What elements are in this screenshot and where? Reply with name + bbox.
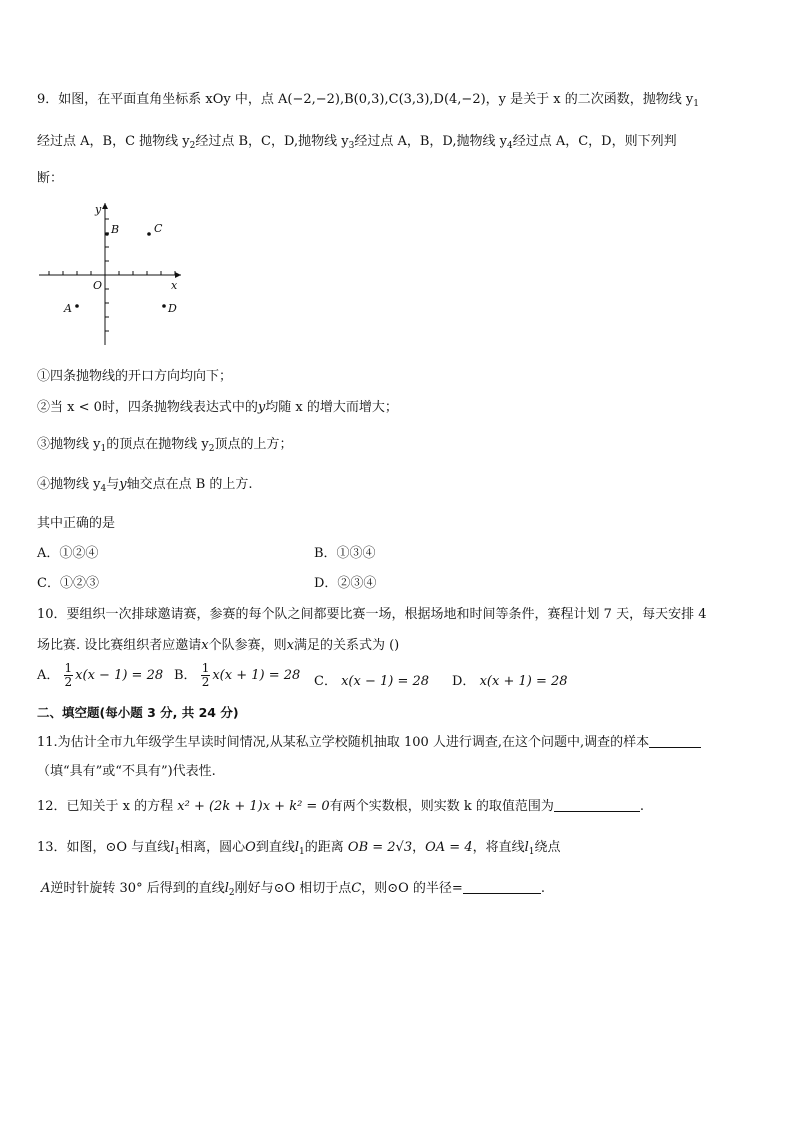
q13-text-part: 逆时针旋转 30° 后得到的直线 [50,881,225,896]
q9-statement-4-sub: 4 [100,484,107,494]
q11-answer-blank[interactable] [649,735,701,748]
q9-line2-sub: 2 [189,141,196,151]
x-axis-arrow [175,272,181,278]
q10-option-c-label: C． [314,674,337,689]
q9-statement-3-sub: 2 [208,444,215,454]
q9-line1-sub: 1 [693,99,699,109]
q9-question [37,512,115,531]
q10-line2-part: 满足的关系式为 () [293,638,400,653]
point-a-label: A [64,302,72,315]
q9-question-text: 其中正确的是 [37,516,116,531]
q9-line2-part: 经过点 A，B，C 抛物线 y [37,134,190,149]
q11-line1 [37,731,701,750]
q9-statement-2-part: 均随 x 的增大而增大； [265,400,398,415]
q10-option-a-expr: x(x − 1) = 28 [75,668,164,683]
point-c [147,232,151,236]
y-axis-label: y [95,203,102,216]
q10-option-c-expr: x(x − 1) = 28 [341,674,430,689]
origin-label: O [93,279,103,292]
denominator: 2 [64,675,73,689]
fraction-one-half [64,662,74,689]
q10-option-b-expr: x(x + 1) = 28 [212,668,301,683]
q9-line2-sub: 4 [506,141,513,151]
q13-line-l1-sub: 1 [174,847,181,857]
q9-line1-text: 9．如图，在平面直角坐标系 xOy 中，点 A(−2,−2),B(0,3),C(3,3),D(4,−2)，y 是关于 x 的二次函数，抛物线 y [37,92,694,107]
q13-line-l1: l [170,840,175,855]
q13-line-l1-sub: 1 [528,847,535,857]
fraction-one-half [201,662,211,689]
q9-line1 [37,88,699,109]
q9-statement-1-text: ①四条抛物线的开口方向均向下； [37,369,233,384]
q9-option-b[interactable]: B．①③④ [314,546,376,561]
q10-option-a[interactable] [37,662,163,689]
q13-point-c: C [351,881,362,896]
q12-text-part: 12．已知关于 x 的方程 [37,799,174,814]
q11-line1-text: 11.为估计全市九年级学生早读时间情况,从某私立学校随机抽取 100 人进行调查,在这个问题中,调查的样本 [37,735,650,750]
q9-statement-4-part: ④抛物线 y [37,477,101,492]
point-a [75,304,79,308]
q13-text-part: 相离，圆心 [180,840,246,855]
q12-line [37,795,644,814]
q13-line-l1-sub: 1 [299,847,305,857]
q9-option-d[interactable]: D．②③④ [314,576,377,591]
q13-text-part: 13．如图，⊙O 与直线 [37,840,171,855]
q10-variable-x: x [286,638,294,653]
q9-statement-2-y: y [257,400,266,415]
q10-line2-part: 场比赛. 设比赛组织者应邀请 [37,638,202,653]
denominator: 2 [201,675,210,689]
q10-option-d-expr: x(x + 1) = 28 [479,674,568,689]
q13-line-l1: l [294,840,300,855]
q9-statement-3-sub: 1 [100,444,107,454]
q12-equation: x² + (2k + 1)x + k² = 0 [177,799,330,814]
q13-text-part: 刚好与⊙O 相切于点 [234,881,352,896]
q10-line2-part: 个队参赛，则 [208,638,287,653]
q10-line1 [37,603,706,622]
q13-text-part: ， [412,840,426,855]
q10-variable-x: x [201,638,209,653]
q10-option-d[interactable] [452,670,568,689]
q9-line2-part: 经过点 A，B，D,抛物线 y [354,134,507,149]
q12-text-part: . [639,799,645,814]
q9-coordinate-figure [37,197,197,347]
q13-point-a: A [41,881,51,896]
q10-option-c[interactable] [314,670,429,689]
q13-ob-value: OB = 2√3 [347,840,413,855]
q9-line3-text: 断： [37,171,64,186]
q9-line2 [37,130,677,151]
q13-oa-value: OA = 4 [425,840,473,855]
y-axis-arrow [102,203,108,209]
q13-text-part: 到直线 [255,840,295,855]
q10-option-b[interactable] [174,662,300,689]
q12-answer-blank[interactable] [554,799,640,812]
q13-text-part: ，则⊙O 的半径= [361,881,463,896]
q10-option-d-label: D． [452,674,476,689]
q12-text-part: 有两个实数根，则实数 k 的取值范围为 [329,799,554,814]
point-b-label: B [111,223,120,236]
q9-statement-2-part: ②当 x < 0时，四条抛物线表达式中的 [37,400,258,415]
q9-option-a[interactable]: A．①②④ [37,546,99,561]
q13-text-part: 的距离 [304,840,344,855]
q13-line-l2-sub: 2 [228,888,235,898]
q13-line2 [41,877,545,898]
point-d [162,304,166,308]
q11-line2 [37,760,216,779]
q9-statement-4-y: y [119,477,127,492]
q9-line3 [37,167,63,186]
q10-line1-text: 10．要组织一次排球邀请赛，参赛的每个队之间都要比赛一场，根据场地和时间等条件，赛程计划 7 天，每天安排 4 [37,607,707,622]
q9-statement-4-part: 轴交点在点 B 的上方. [126,477,253,492]
q11-line2-text: （填“具有”或“不具有”)代表性. [37,764,216,779]
point-c-label: C [154,222,163,235]
q13-text-part: ，将直线 [472,840,525,855]
q10-option-a-label: A． [37,668,60,683]
q9-statement-3-part: ③抛物线 y [37,437,101,452]
q13-center-o: O [245,840,256,855]
q13-text-part: 绕点 [534,840,561,855]
q13-line-l2: l [224,881,229,896]
q13-line-l1: l [524,840,529,855]
x-axis-ticks [49,271,175,275]
q9-statement-3-part: 顶点的上方； [214,437,293,452]
q13-text-part: . [540,881,545,896]
numerator: 1 [201,661,210,675]
numerator: 1 [64,661,73,675]
x-axis-label: x [171,279,178,292]
q9-statement-3-part: 的顶点在抛物线 y [106,437,209,452]
q9-line2-sub: 3 [348,141,355,151]
q9-statement-2 [37,396,398,415]
point-b [105,232,109,236]
q9-statement-3 [37,433,292,454]
section-2-title: 二、填空题(每小题 3 分, 共 24 分) [37,705,239,720]
q13-line1 [37,836,561,857]
q9-statement-4 [37,473,253,494]
q10-line2 [37,634,399,653]
q9-option-c[interactable]: C．①②③ [37,576,99,591]
q10-option-b-label: B． [174,668,197,683]
point-d-label: D [168,302,177,315]
q9-line2-part: 经过点 B，C，D,抛物线 y [195,134,349,149]
q13-answer-blank[interactable] [463,881,541,894]
q9-statement-1 [37,365,232,384]
q9-statement-4-part: 与 [106,477,120,492]
q9-line2-part: 经过点 A，C，D，则下列判 [512,134,677,149]
